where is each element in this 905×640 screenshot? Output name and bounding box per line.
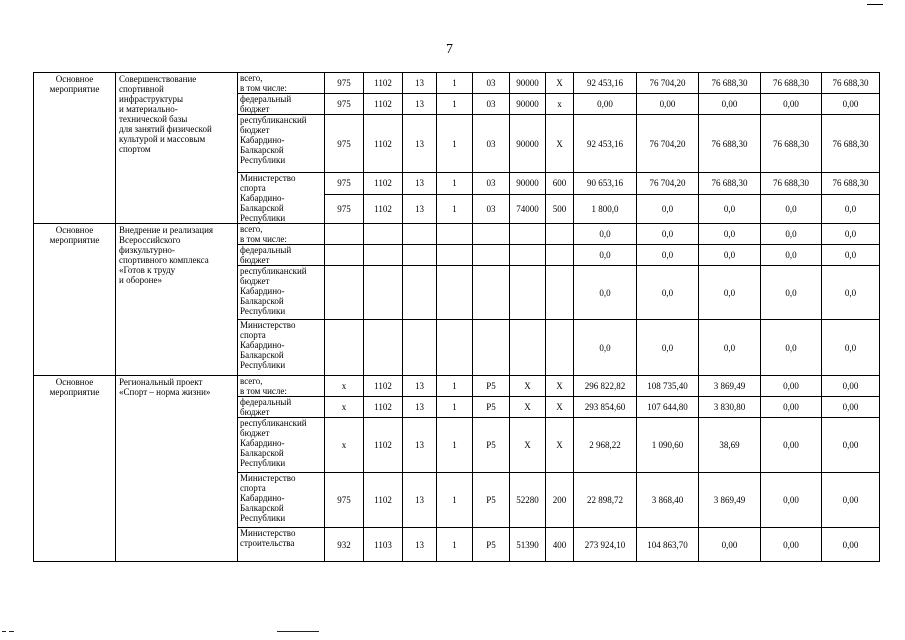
amount-cell: 108 735,40 bbox=[637, 376, 699, 397]
amount-cell: 0,0 bbox=[761, 266, 822, 320]
amount-cell: 0,00 bbox=[761, 94, 822, 115]
code-cell: 03 bbox=[473, 115, 510, 173]
amount-cell: 0,0 bbox=[574, 266, 637, 320]
amount-cell: 0,0 bbox=[822, 245, 880, 266]
code-cell: X bbox=[510, 418, 546, 473]
code-cell: X bbox=[546, 73, 574, 94]
code-cell bbox=[403, 224, 437, 245]
code-cell: 90000 bbox=[510, 173, 546, 195]
amount-cell: 0,0 bbox=[822, 320, 880, 376]
code-cell bbox=[364, 224, 403, 245]
amount-cell: 0,00 bbox=[574, 94, 637, 115]
amount-cell: 0,00 bbox=[761, 528, 822, 562]
amount-cell: 0,00 bbox=[699, 528, 761, 562]
event-type-cell: Основное мероприятие bbox=[34, 376, 116, 562]
code-cell bbox=[325, 245, 364, 266]
code-cell: X bbox=[546, 115, 574, 173]
code-cell: 13 bbox=[403, 397, 437, 418]
code-cell bbox=[510, 245, 546, 266]
bottom-rule bbox=[277, 631, 319, 632]
code-cell: 13 bbox=[403, 194, 437, 223]
code-cell: 74000 bbox=[510, 194, 546, 223]
code-cell: 600 bbox=[546, 173, 574, 195]
code-cell: 975 bbox=[325, 94, 364, 115]
amount-cell: 0,0 bbox=[699, 194, 761, 223]
amount-cell: 3 869,49 bbox=[699, 376, 761, 397]
funding-source-cell: Министерство спорта Кабардино- Балкарской Республики bbox=[238, 320, 325, 376]
code-cell: x bbox=[325, 397, 364, 418]
amount-cell: 0,0 bbox=[574, 320, 637, 376]
code-cell: 90000 bbox=[510, 115, 546, 173]
code-cell bbox=[403, 245, 437, 266]
event-name-cell: Региональный проект «Спорт – норма жизни» bbox=[116, 376, 238, 562]
code-cell: 13 bbox=[403, 94, 437, 115]
amount-cell: 76 704,20 bbox=[637, 73, 699, 94]
amount-cell: 76 688,30 bbox=[699, 173, 761, 195]
code-cell: 975 bbox=[325, 173, 364, 195]
code-cell: 90000 bbox=[510, 73, 546, 94]
funding-source-cell: федеральный бюджет bbox=[238, 397, 325, 418]
amount-cell: 0,00 bbox=[822, 397, 880, 418]
amount-cell: 76 688,30 bbox=[761, 115, 822, 173]
amount-cell: 0,00 bbox=[637, 94, 699, 115]
code-cell: P5 bbox=[473, 418, 510, 473]
event-name-cell: Совершенствование спортивной инфраструктуры и материально- технической базы для занятий физической культурой и массовым спортом bbox=[116, 73, 238, 224]
code-cell bbox=[546, 245, 574, 266]
code-cell: 13 bbox=[403, 473, 437, 528]
code-cell bbox=[473, 224, 510, 245]
code-cell: 03 bbox=[473, 173, 510, 195]
code-cell bbox=[510, 266, 546, 320]
amount-cell: 273 924,10 bbox=[574, 528, 637, 562]
code-cell: 1 bbox=[437, 418, 473, 473]
code-cell: x bbox=[546, 94, 574, 115]
code-cell: 1102 bbox=[364, 397, 403, 418]
code-cell: 1 bbox=[437, 397, 473, 418]
code-cell: 1102 bbox=[364, 473, 403, 528]
amount-cell: 0,00 bbox=[761, 376, 822, 397]
amount-cell: 0,00 bbox=[761, 418, 822, 473]
amount-cell: 76 688,30 bbox=[822, 115, 880, 173]
code-cell bbox=[364, 320, 403, 376]
code-cell: 932 bbox=[325, 528, 364, 562]
code-cell: P5 bbox=[473, 376, 510, 397]
code-cell: 13 bbox=[403, 73, 437, 94]
amount-cell: 76 688,30 bbox=[699, 73, 761, 94]
code-cell: 975 bbox=[325, 73, 364, 94]
amount-cell: 107 644,80 bbox=[637, 397, 699, 418]
code-cell: 1 bbox=[437, 73, 473, 94]
amount-cell: 0,0 bbox=[699, 224, 761, 245]
amount-cell: 3 869,49 bbox=[699, 473, 761, 528]
amount-cell: 0,00 bbox=[822, 528, 880, 562]
code-cell: 13 bbox=[403, 115, 437, 173]
code-cell: 1102 bbox=[364, 94, 403, 115]
amount-cell: 293 854,60 bbox=[574, 397, 637, 418]
code-cell: X bbox=[510, 397, 546, 418]
code-cell: 1102 bbox=[364, 418, 403, 473]
amount-cell: 0,0 bbox=[822, 224, 880, 245]
code-cell: 90000 bbox=[510, 94, 546, 115]
amount-cell: 76 704,20 bbox=[637, 115, 699, 173]
amount-cell: 0,0 bbox=[822, 266, 880, 320]
amount-cell: 0,00 bbox=[822, 473, 880, 528]
amount-cell: 3 830,80 bbox=[699, 397, 761, 418]
funding-source-cell: республиканский бюджет Кабардино- Балкарской Республики bbox=[238, 115, 325, 173]
amount-cell: 22 898,72 bbox=[574, 473, 637, 528]
code-cell: P5 bbox=[473, 397, 510, 418]
funding-source-cell: Министерство строительства bbox=[238, 528, 325, 562]
code-cell bbox=[437, 224, 473, 245]
amount-cell: 0,0 bbox=[574, 224, 637, 245]
code-cell bbox=[325, 224, 364, 245]
code-cell bbox=[546, 266, 574, 320]
amount-cell: 0,00 bbox=[699, 94, 761, 115]
code-cell bbox=[325, 266, 364, 320]
amount-cell: 0,0 bbox=[761, 320, 822, 376]
code-cell: 1102 bbox=[364, 194, 403, 223]
code-cell: x bbox=[325, 376, 364, 397]
code-cell: 13 bbox=[403, 418, 437, 473]
amount-cell: 0,0 bbox=[637, 224, 699, 245]
code-cell bbox=[403, 266, 437, 320]
bottom-mark-left-2 bbox=[9, 631, 14, 632]
amount-cell: 76 688,30 bbox=[699, 115, 761, 173]
amount-cell: 104 863,70 bbox=[637, 528, 699, 562]
code-cell: 975 bbox=[325, 473, 364, 528]
amount-cell: 0,00 bbox=[761, 397, 822, 418]
amount-cell: 92 453,16 bbox=[574, 115, 637, 173]
code-cell bbox=[546, 224, 574, 245]
code-cell: 52280 bbox=[510, 473, 546, 528]
amount-cell: 0,0 bbox=[699, 320, 761, 376]
code-cell: 1102 bbox=[364, 115, 403, 173]
code-cell: 1 bbox=[437, 194, 473, 223]
amount-cell: 0,00 bbox=[761, 473, 822, 528]
code-cell: X bbox=[510, 376, 546, 397]
code-cell bbox=[364, 266, 403, 320]
code-cell: 1 bbox=[437, 115, 473, 173]
code-cell bbox=[437, 266, 473, 320]
amount-cell: 2 968,22 bbox=[574, 418, 637, 473]
code-cell: 975 bbox=[325, 194, 364, 223]
code-cell bbox=[473, 266, 510, 320]
code-cell: P5 bbox=[473, 528, 510, 562]
code-cell: X bbox=[546, 397, 574, 418]
funding-source-cell: Министерство спорта Кабардино- Балкарской Республики bbox=[238, 473, 325, 528]
amount-cell: 90 653,16 bbox=[574, 173, 637, 195]
code-cell: 200 bbox=[546, 473, 574, 528]
table-row bbox=[34, 224, 880, 245]
page-number: 7 bbox=[446, 42, 453, 57]
funding-source-cell: всего, в том числе: bbox=[238, 376, 325, 397]
top-right-dash bbox=[867, 4, 883, 5]
code-cell: 1 bbox=[437, 528, 473, 562]
amount-cell: 0,0 bbox=[637, 266, 699, 320]
amount-cell: 76 688,30 bbox=[761, 73, 822, 94]
code-cell: 1 bbox=[437, 473, 473, 528]
code-cell: 400 bbox=[546, 528, 574, 562]
amount-cell: 296 822,82 bbox=[574, 376, 637, 397]
code-cell: x bbox=[325, 418, 364, 473]
amount-cell: 0,0 bbox=[761, 224, 822, 245]
funding-source-cell: всего, в том числе: bbox=[238, 73, 325, 94]
amount-cell: 3 868,40 bbox=[637, 473, 699, 528]
amount-cell: 0,0 bbox=[699, 245, 761, 266]
table-row bbox=[34, 73, 880, 94]
code-cell bbox=[546, 320, 574, 376]
code-cell: 1103 bbox=[364, 528, 403, 562]
code-cell bbox=[437, 245, 473, 266]
code-cell: 975 bbox=[325, 115, 364, 173]
amount-cell: 0,00 bbox=[822, 418, 880, 473]
code-cell: 03 bbox=[473, 73, 510, 94]
amount-cell: 0,00 bbox=[822, 376, 880, 397]
funding-source-cell: федеральный бюджет bbox=[238, 245, 325, 266]
code-cell: 500 bbox=[546, 194, 574, 223]
amount-cell: 0,00 bbox=[822, 94, 880, 115]
code-cell: 1102 bbox=[364, 376, 403, 397]
code-cell: X bbox=[546, 376, 574, 397]
code-cell: 51390 bbox=[510, 528, 546, 562]
funding-source-cell: республиканский бюджет Кабардино- Балкарской Республики bbox=[238, 418, 325, 473]
funding-source-cell: Министерство спорта Кабардино- Балкарской Республики bbox=[238, 173, 325, 224]
code-cell bbox=[325, 320, 364, 376]
code-cell: 1 bbox=[437, 376, 473, 397]
funding-source-cell: всего, в том числе: bbox=[238, 224, 325, 245]
code-cell: 03 bbox=[473, 194, 510, 223]
funding-source-cell: федеральный бюджет bbox=[238, 94, 325, 115]
table-row bbox=[34, 376, 880, 397]
amount-cell: 0,0 bbox=[761, 245, 822, 266]
bottom-mark-left-1 bbox=[2, 631, 6, 632]
code-cell: 13 bbox=[403, 528, 437, 562]
code-cell: 13 bbox=[403, 376, 437, 397]
amount-cell: 0,0 bbox=[574, 245, 637, 266]
code-cell: 13 bbox=[403, 173, 437, 195]
code-cell: 1102 bbox=[364, 173, 403, 195]
code-cell: 03 bbox=[473, 94, 510, 115]
code-cell bbox=[473, 320, 510, 376]
code-cell: X bbox=[546, 418, 574, 473]
amount-cell: 76 688,30 bbox=[822, 73, 880, 94]
event-type-cell: Основное мероприятие bbox=[34, 224, 116, 376]
code-cell: 1 bbox=[437, 94, 473, 115]
code-cell: 1 bbox=[437, 173, 473, 195]
code-cell bbox=[510, 320, 546, 376]
amount-cell: 38,69 bbox=[699, 418, 761, 473]
amount-cell: 92 453,16 bbox=[574, 73, 637, 94]
code-cell bbox=[510, 224, 546, 245]
code-cell bbox=[437, 320, 473, 376]
amount-cell: 0,0 bbox=[637, 245, 699, 266]
amount-cell: 0,0 bbox=[637, 194, 699, 223]
code-cell bbox=[364, 245, 403, 266]
event-name-cell: Внедрение и реализация Всероссийского физкультурно- спортивного комплекса «Готов к труду и обороне» bbox=[116, 224, 238, 376]
event-type-cell: Основное мероприятие bbox=[34, 73, 116, 224]
funding-source-cell: республиканский бюджет Кабардино- Балкарской Республики bbox=[238, 266, 325, 320]
code-cell bbox=[473, 245, 510, 266]
amount-cell: 76 704,20 bbox=[637, 173, 699, 195]
amount-cell: 0,0 bbox=[637, 320, 699, 376]
amount-cell: 0,0 bbox=[822, 194, 880, 223]
amount-cell: 0,0 bbox=[761, 194, 822, 223]
amount-cell: 76 688,30 bbox=[822, 173, 880, 195]
amount-cell: 1 800,0 bbox=[574, 194, 637, 223]
code-cell: P5 bbox=[473, 473, 510, 528]
budget-table bbox=[33, 72, 880, 562]
code-cell bbox=[403, 320, 437, 376]
code-cell: 1102 bbox=[364, 73, 403, 94]
amount-cell: 0,0 bbox=[699, 266, 761, 320]
amount-cell: 1 090,60 bbox=[637, 418, 699, 473]
amount-cell: 76 688,30 bbox=[761, 173, 822, 195]
